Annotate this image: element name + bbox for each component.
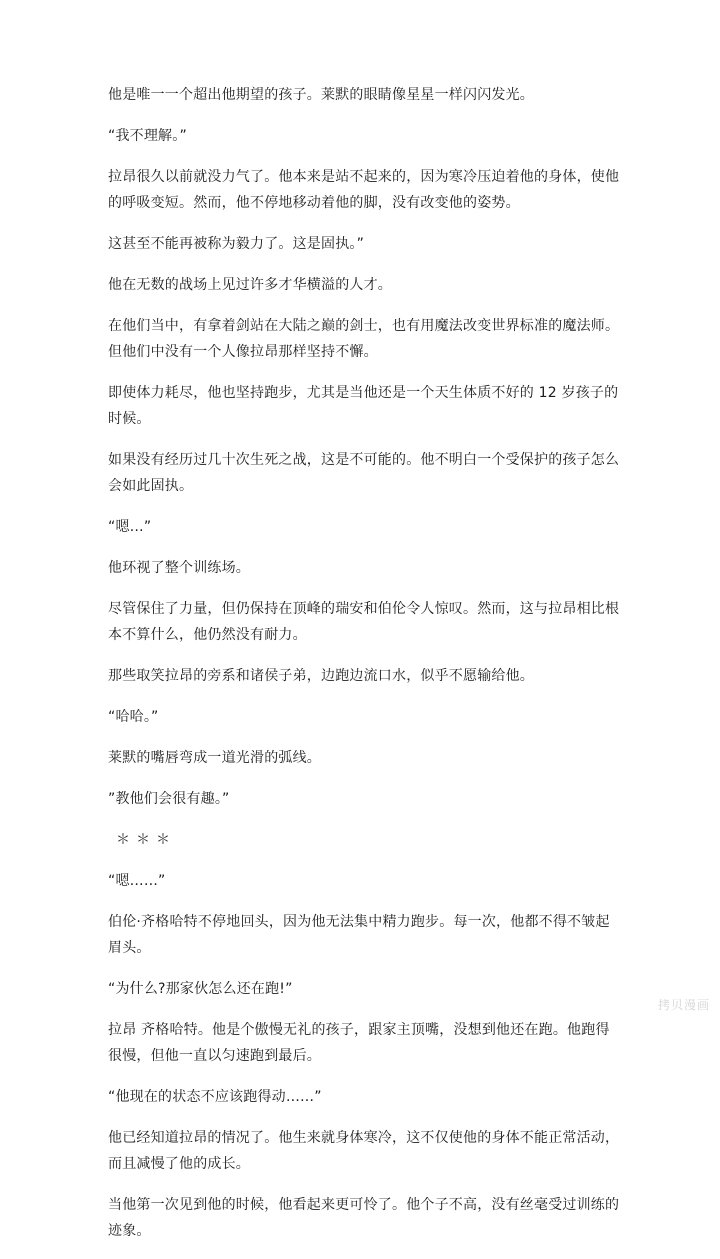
paragraph: 那些取笑拉昂的旁系和诸侯子弟，边跑边流口水，似乎不愿输给他。 xyxy=(108,668,534,684)
paragraph: “嗯…” xyxy=(108,519,152,535)
paragraph: 即使体力耗尽，他也坚持跑步，尤其是当他还是一个天生体质不好的 12 岁孩子的时候。 xyxy=(108,385,619,427)
paragraph: 这甚至不能再被称为毅力了。这是固执。” xyxy=(108,236,365,252)
paragraph: 如果没有经历过几十次生死之战，这是不可能的。他不明白一个受保护的孩子怎么会如此固执。 xyxy=(108,452,620,494)
paragraph: 他已经知道拉昂的情况了。他生来就身体寒冷，这不仅使他的身体不能正常活动，而且减慢了他的成长。 xyxy=(108,1130,620,1172)
paragraph: 拉昂很久以前就没力气了。他本来是站不起来的，因为寒冷压迫着他的身体，使他的呼吸变短。然而，他不停地移动着他的脚，没有改变他的姿势。 xyxy=(108,169,620,211)
paragraph: “哈哈。” xyxy=(108,709,159,725)
paragraph: 他在无数的战场上见过许多才华横溢的人才。 xyxy=(108,277,392,293)
paragraph: 他环视了整个训练场。 xyxy=(108,560,250,576)
paragraph: “他现在的状态不应该跑得动……” xyxy=(108,1089,322,1105)
paragraph: 莱默的嘴唇弯成一道光滑的弧线。 xyxy=(108,750,321,766)
paragraph: 当他第一次见到他的时候，他看起来更可怜了。他个子不高，没有丝毫受过训练的迹象。 xyxy=(108,1197,620,1239)
paragraph: 伯伦·齐格哈特不停地回头，因为他无法集中精力跑步。每一次，他都不得不皱起眉头。 xyxy=(108,914,610,956)
text-body xyxy=(108,82,620,1259)
section-separator: ＊＊＊ xyxy=(116,832,176,848)
paragraph: 他是唯一一个超出他期望的孩子。莱默的眼睛像星星一样闪闪发光。 xyxy=(108,87,534,103)
paragraph: “我不理解。” xyxy=(108,128,187,144)
paragraph: ”教他们会很有趣。” xyxy=(108,791,230,807)
paragraph: “嗯……” xyxy=(108,873,166,889)
paragraph: “为什么?那家伙怎么还在跑!” xyxy=(108,981,293,997)
watermark: 拷贝漫画 xyxy=(657,998,710,1012)
paragraph: 尽管保住了力量，但仍保持在顶峰的瑞安和伯伦令人惊叹。然而，这与拉昂相比根本不算什么，他仍然没有耐力。 xyxy=(108,601,620,643)
paragraph: 在他们当中，有拿着剑站在大陆之巅的剑士，也有用魔法改变世界标准的魔法师。但他们中没有一个人像拉昂那样坚持不懈。 xyxy=(108,318,620,360)
paragraph: 拉昂 齐格哈特。他是个傲慢无礼的孩子，跟家主顶嘴，没想到他还在跑。他跑得很慢，但他一直以匀速跑到最后。 xyxy=(108,1022,610,1064)
